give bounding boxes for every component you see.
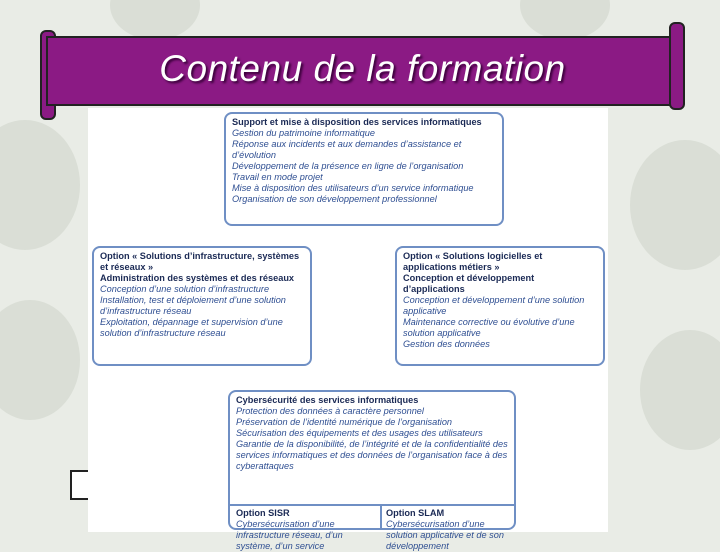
cyber-item: Garantie de la disponibilité, de l’intégrité et de la confidentialité des services informatiques et des données de l’organisation face à des cyberattaques (236, 439, 508, 471)
cyber-sisr-cell (236, 508, 374, 552)
background-decoration (640, 330, 720, 450)
cyber-item: Protection des données à caractère personnel (236, 406, 424, 416)
cyber-sisr-text: Cybersécurisation d’une infrastructure réseau, d’un système, d’un service (236, 519, 343, 551)
slam-item: Gestion des données (403, 339, 490, 349)
support-item: Gestion du patrimoine informatique (232, 128, 375, 138)
cyber-slam-text: Cybersécurisation d’une solution applicative et de son développement (386, 519, 504, 551)
cyber-item: Préservation de l’identité numérique de l’organisation (236, 417, 453, 427)
cyber-heading: Cybersécurité des services informatiques (236, 395, 419, 405)
support-box (224, 112, 504, 226)
slam-subheading: Conception et développement d’applications (403, 273, 535, 294)
background-decoration (0, 300, 80, 420)
slam-item: Conception et développement d’une solution applicative (403, 295, 585, 316)
slide-title: Contenu de la formation (159, 48, 566, 89)
title-banner (40, 30, 685, 108)
cyber-slam-heading: Option SLAM (386, 508, 445, 518)
support-item: Organisation de son développement professionnel (232, 194, 437, 204)
support-item: Mise à disposition des utilisateurs d’un service informatique (232, 183, 474, 193)
sisr-item: Exploitation, dépannage et supervision d’une solution d’infrastructure réseau (100, 317, 283, 338)
sisr-subheading: Administration des systèmes et des réseaux (100, 273, 295, 283)
sisr-box (92, 246, 312, 366)
cyber-item: Sécurisation des équipements et des usages des utilisateurs (236, 428, 483, 438)
support-item: Travail en mode projet (232, 172, 323, 182)
sisr-item: Installation, test et déploiement d’une solution d’infrastructure réseau (100, 295, 286, 316)
slam-heading: Option « Solutions logicielles et applications métiers » (403, 251, 543, 272)
support-item: Réponse aux incidents et aux demandes d’assistance et d’évolution (232, 139, 462, 160)
cyber-vertical-divider (380, 504, 382, 528)
slam-item: Maintenance corrective ou évolutive d’une solution applicative (403, 317, 575, 338)
cyber-divider (230, 504, 514, 506)
cyber-sisr-heading: Option SISR (236, 508, 290, 518)
cyber-slam-cell (386, 508, 512, 552)
support-item: Développement de la présence en ligne de l’organisation (232, 161, 464, 171)
sisr-heading: Option « Solutions d’infrastructure, systèmes et réseaux » (100, 251, 300, 272)
sisr-item: Conception d’une solution d’infrastructure (100, 284, 270, 294)
diagram-panel (88, 108, 608, 551)
background-decoration (0, 120, 80, 250)
background-decoration (630, 140, 720, 270)
support-heading: Support et mise à disposition des services informatiques (232, 117, 482, 127)
slam-box (395, 246, 605, 366)
cyber-box (228, 390, 516, 551)
